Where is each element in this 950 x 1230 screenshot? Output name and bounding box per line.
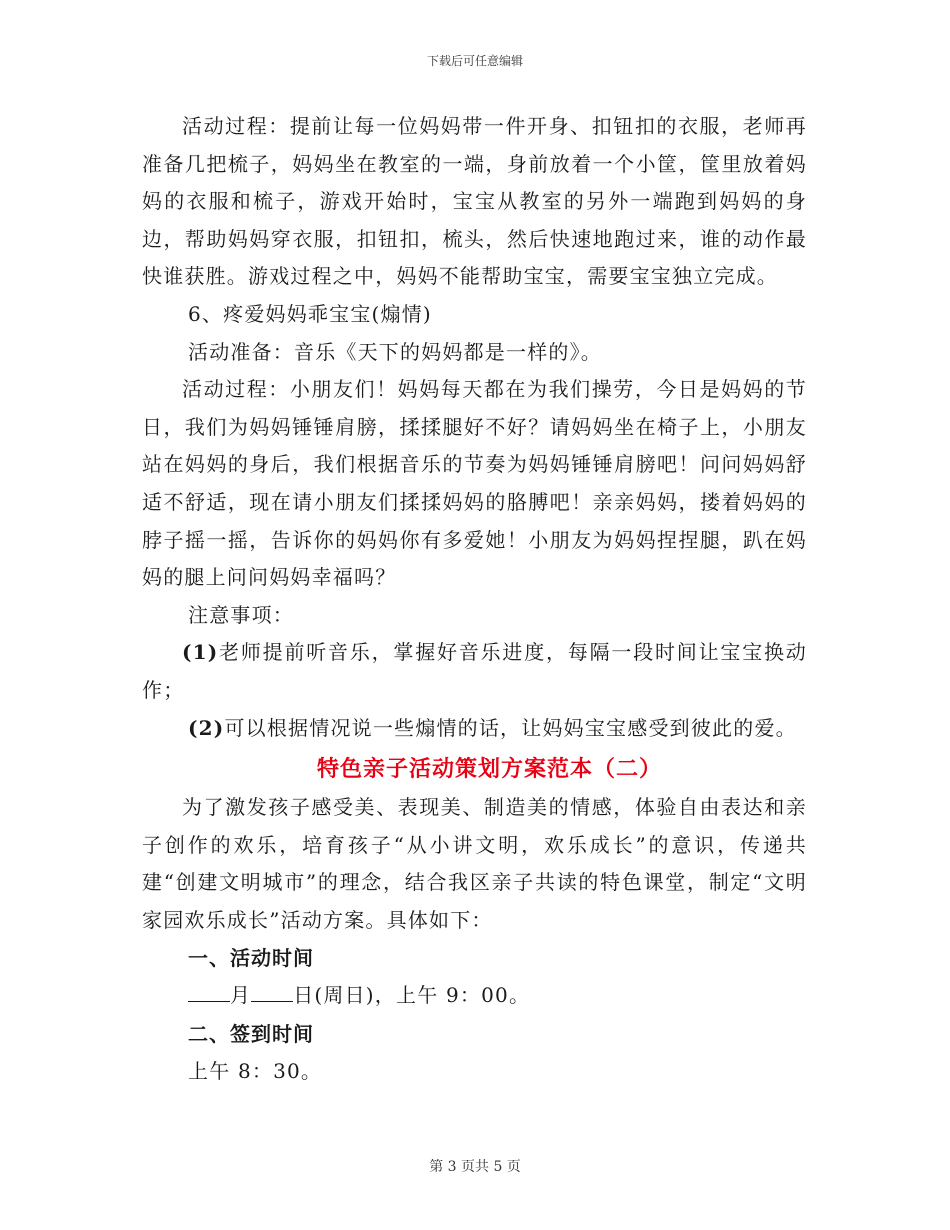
section5-process: 活动过程：提前让每一位妈妈带一件开身、扣钮扣的衣服，老师再准备几把梳子，妈妈坐在教室的一端，身前放着一个小筐，筐里放着妈妈的衣服和梳子，游戏开始时，宝宝从教室的另外一端跑到妈妈的身边，帮助妈妈穿衣服，扣钮扣，梳头，然后快速地跑过来，谁的动作最快谁获胜。游戏过程之中，妈妈不能帮助宝宝，需要宝宝独立完成。 <box>142 114 807 289</box>
note-1 <box>142 634 807 709</box>
page-header: 下载后可任意编辑 <box>426 54 523 68</box>
note-2-text: 可以根据情况说一些煽情的话，让妈妈宝宝感受到彼此的爱。 <box>224 715 797 740</box>
time-month-label: 月 <box>230 983 252 1008</box>
signin-time: 上午 8：30。 <box>188 1059 323 1084</box>
page-footer: 第 3 页共 5 页 <box>429 1159 521 1175</box>
note-1-text: 老师提前听音乐，掌握好音乐进度，每隔一段时间让宝宝换动作； <box>142 640 807 702</box>
plan2-title: 特色亲子活动策划方案范本（二） <box>316 756 662 783</box>
day-blank <box>251 979 293 1002</box>
note-2 <box>142 710 807 748</box>
document-body <box>142 108 807 1091</box>
time-rest: 日(周日)，上午 9：00。 <box>293 983 531 1008</box>
section6-prep: 活动准备：音乐《天下的妈妈都是一样的》。 <box>188 339 602 364</box>
note-1-number: (1) <box>182 640 219 665</box>
activity-time <box>142 977 807 1015</box>
section6-title: 6、疼爱妈妈乖宝宝(煽情) <box>188 301 432 326</box>
month-blank <box>188 979 230 1002</box>
note-2-number: (2) <box>188 715 225 740</box>
plan2-intro: 为了激发孩子感受美、表现美、制造美的情感，体验自由表达和亲子创作的欢乐，培育孩子“从小讲文明，欢乐成长”的意识，传递共建“创建文明城市”的理念，结合我区亲子共读的特色课堂，制定“文明家园欢乐成长”活动方案。具体如下： <box>142 795 807 932</box>
section6-process: 活动过程：小朋友们！妈妈每天都在为我们操劳，今日是妈妈的节日，我们为妈妈锤锤肩膀，揉揉腿好不好？请妈妈坐在椅子上，小朋友站在妈妈的身后，我们根据音乐的节奏为妈妈锤锤肩膀吧！问问妈妈舒适不舒适，现在请小朋友们揉揉妈妈的胳膊吧！亲亲妈妈，搂着妈妈的脖子摇一摇，告诉你的妈妈你有多爱她！小朋友为妈妈捏捏腿，趴在妈妈的腿上问问妈妈幸福吗？ <box>142 377 807 590</box>
notes-title: 注意事项： <box>188 602 294 627</box>
heading-activity-time: 一、活动时间 <box>188 946 314 971</box>
heading-signin-time: 二、签到时间 <box>188 1022 314 1047</box>
